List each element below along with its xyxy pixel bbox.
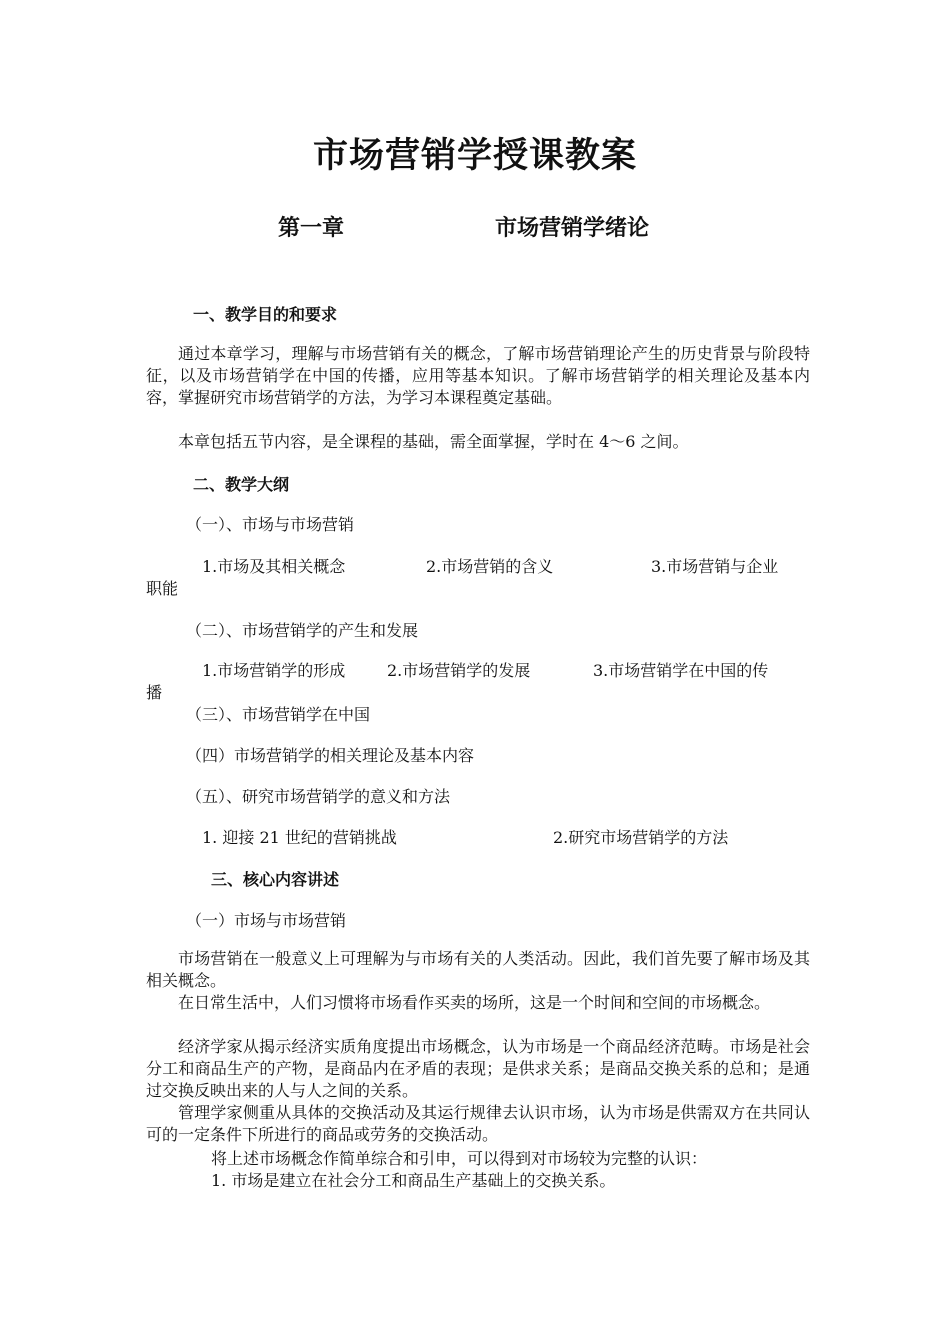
outline-item-2: （二）、市场营销学的产生和发展 [186, 621, 419, 640]
section-1-paragraph-1: 通过本章学习，理解与市场营销有关的概念，了解市场营销理论产生的历史背景与阶段特征，以及市场营销学在中国的传播，应用等基本知识。了解市场营销学的相关理论及基本内容，掌握研究市场营销学的方法，为学习本课程奠定基础。 [146, 344, 810, 407]
outline-item-1: （一）、市场与市场营销 [186, 515, 355, 534]
outline-item-5: （五）、研究市场营销学的意义和方法 [186, 787, 451, 806]
outline-item-4: （四）市场营销学的相关理论及基本内容 [186, 746, 475, 765]
outline-2-point-1: 1.市场营销学的形成 [202, 661, 346, 680]
core-paragraph-4: 管理学家侧重从具体的交换活动及其运行规律去认识市场，认为市场是供需双方在共同认可的一定条件下所进行的商品或劳务的交换活动。 [146, 1103, 810, 1144]
core-subsection-1: （一）市场与市场营销 [186, 911, 347, 930]
outline-2-point-3-wrap: 播 [146, 683, 163, 702]
chapter-name: 市场营销学绪论 [495, 216, 650, 241]
section-1-heading: 一、教学目的和要求 [193, 305, 338, 324]
core-paragraph-1: 市场营销在一般意义上可理解为与市场有关的人类活动。因此，我们首先要了解市场及其相关概念。 [146, 949, 810, 990]
outline-1-point-3-wrap: 职能 [146, 579, 179, 598]
section-1-paragraph-2: 本章包括五节内容，是全课程的基础，需全面掌握，学时在 4～6 之间。 [178, 432, 689, 451]
outline-2-point-3: 3.市场营销学在中国的传 [593, 661, 769, 680]
outline-5-point-2: 2.研究市场营销学的方法 [553, 828, 729, 847]
outline-5-point-1: 1. 迎接 21 世纪的营销挑战 [202, 828, 397, 847]
core-point-1: 1. 市场是建立在社会分工和商品生产基础上的交换关系。 [211, 1171, 616, 1190]
outline-1-point-3: 3.市场营销与企业 [651, 557, 779, 576]
outline-1-point-1: 1.市场及其相关概念 [202, 557, 346, 576]
outline-2-point-2: 2.市场营销学的发展 [387, 661, 531, 680]
outline-1-point-2: 2.市场营销的含义 [426, 557, 554, 576]
core-paragraph-2: 在日常生活中，人们习惯将市场看作买卖的场所，这是一个时间和空间的市场概念。 [178, 993, 771, 1012]
core-paragraph-3: 经济学家从揭示经济实质角度提出市场概念，认为市场是一个商品经济范畴。市场是社会分工和商品生产的产物，是商品内在矛盾的表现；是供求关系；是商品交换关系的总和；是通过交换反映出来的人与人之间的关系。 [146, 1037, 810, 1100]
chapter-number: 第一章 [278, 216, 345, 241]
section-3-heading: 三、核心内容讲述 [211, 870, 340, 889]
outline-item-3: （三）、市场营销学在中国 [186, 705, 371, 724]
core-summary-line: 将上述市场概念作简单综合和引申，可以得到对市场较为完整的认识： [211, 1149, 708, 1168]
section-2-heading: 二、教学大纲 [193, 475, 290, 494]
document-title: 市场营销学授课教案 [312, 136, 637, 176]
